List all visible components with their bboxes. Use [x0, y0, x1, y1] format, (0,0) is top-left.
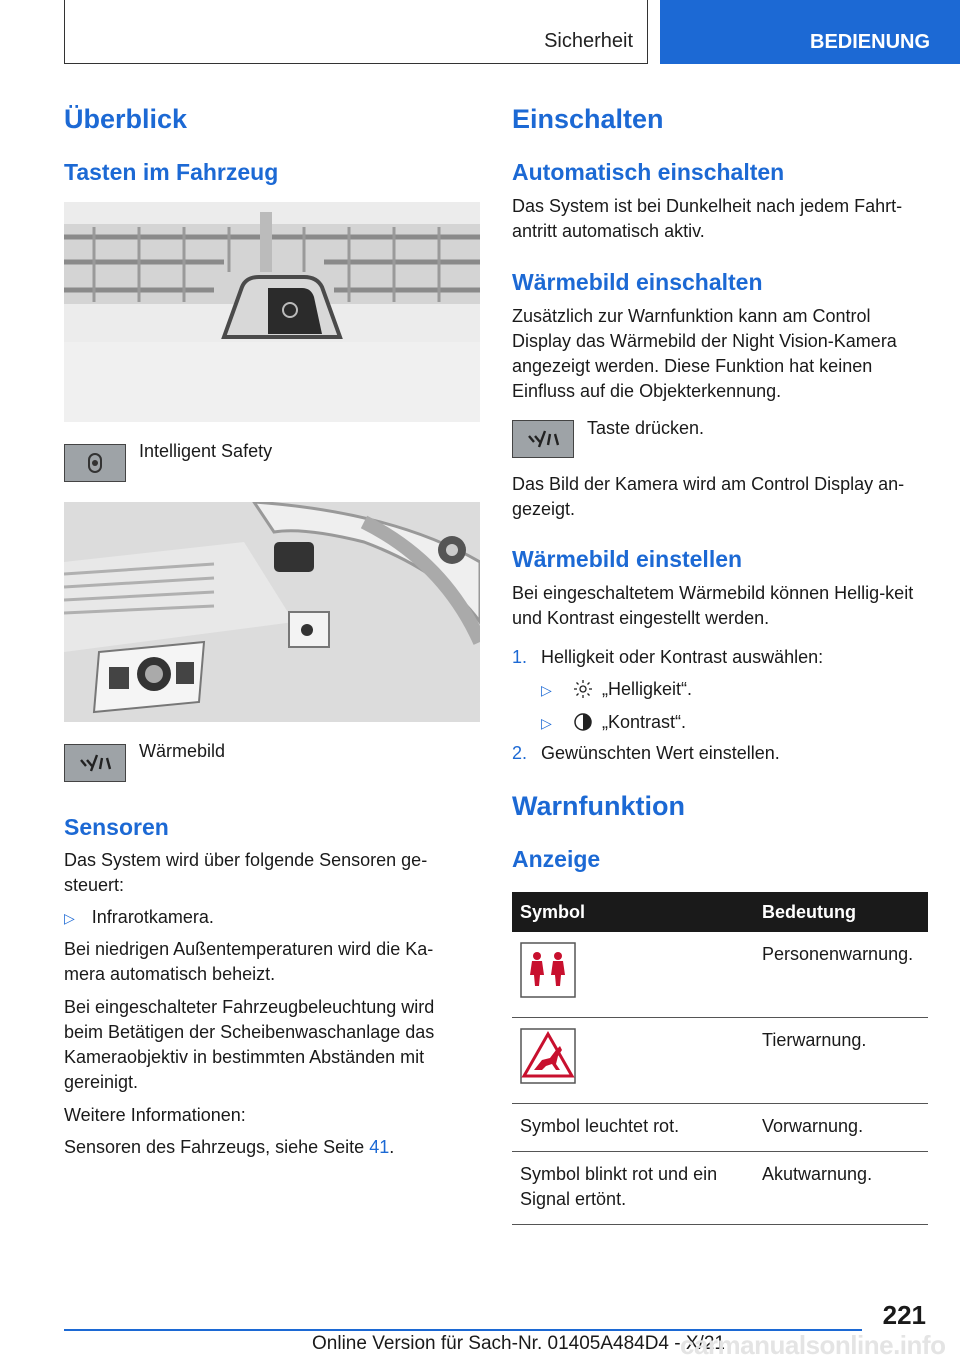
brightness-icon: [573, 679, 593, 699]
thermal-image-label: Wärmebild: [139, 741, 226, 761]
reference-text: Sensoren des Fahrzeugs, siehe Seite: [64, 1137, 370, 1157]
option-brightness-text: „Helligkeit“.: [602, 679, 693, 699]
dashboard-photo: [64, 502, 480, 722]
heading-overview: Überblick: [64, 104, 188, 134]
table-cell-meaning: Vorwarnung.: [754, 1104, 928, 1152]
paragraph-auto: Das System ist bei Dunkelheit nach jedem Fahrt‐antritt automatisch aktiv.: [512, 196, 903, 241]
sensors-intro: Das System wird über folgende Sensoren ge‐steuert:: [64, 850, 428, 895]
grille-photo: [64, 202, 480, 422]
paragraph-heating: Bei niedrigen Außentemperaturen wird die Ka‐mera automatisch beheizt.: [64, 939, 434, 984]
header-section: Sicherheit: [544, 30, 633, 52]
step-2: [512, 741, 780, 766]
table-cell-meaning: Personenwarnung.: [754, 932, 928, 1018]
press-button-text: Taste drücken.: [587, 418, 705, 438]
thermal-button-icon: [512, 420, 574, 458]
heading-thermal-on: Wärmebild einschalten: [512, 269, 763, 295]
heading-warning: Warnfunktion: [512, 791, 685, 821]
header-section-box: [64, 0, 648, 64]
header-chapter: BEDIENUNG: [810, 31, 931, 53]
grille-illustration: [64, 202, 480, 422]
heading-display: Anzeige: [512, 846, 601, 872]
header-chapter-box: [660, 0, 960, 64]
table-cell-meaning: Tierwarnung.: [754, 1018, 928, 1104]
heading-thermal-set: Wärmebild einstellen: [512, 546, 743, 572]
footer-text: Online Version für Sach-Nr. 01405A484D4 - X/21: [312, 1333, 725, 1354]
paragraph-thermal: Zusätzlich zur Warnfunktion kann am Control Display das Wärmebild der Night Vision-Kamera angezeigt werden. Diese Funktion hat keinen Einfluss auf die Objekterkennung.: [512, 306, 897, 401]
step-2-number: 2.: [512, 743, 528, 763]
paragraph-reference: [64, 1135, 394, 1160]
heading-sensors: Sensoren: [64, 814, 169, 840]
page-number: 221: [882, 1300, 926, 1330]
reference-end: .: [389, 1137, 395, 1157]
contrast-icon: [573, 712, 593, 732]
triangle-bullet-icon: ▷: [64, 910, 75, 926]
heading-auto-on: Automatisch einschalten: [512, 159, 785, 185]
thermal-image-button-icon: [64, 744, 126, 782]
sensor-item-text: Infrarotkamera.: [91, 907, 214, 927]
table-cell-meaning: Akutwarnung.: [754, 1152, 928, 1225]
table-row: [512, 932, 928, 1018]
table-cell-symbol: Symbol leuchtet rot.: [512, 1104, 754, 1152]
paragraph-camera: Das Bild der Kamera wird am Control Display an‐gezeigt.: [512, 474, 905, 519]
sensor-list-item: [64, 905, 214, 931]
step-1-number: 1.: [512, 647, 528, 667]
table-row: [512, 1152, 928, 1225]
table-row: [512, 1104, 928, 1152]
table-row: [512, 1018, 928, 1104]
table-cell-symbol: Symbol blinkt rot und ein Signal ertönt.: [512, 1152, 754, 1225]
step-1-text: Helligkeit oder Kontrast auswählen:: [541, 647, 824, 667]
option-contrast: [541, 710, 687, 736]
option-brightness: [541, 677, 693, 703]
intelligent-safety-button-icon: [64, 444, 126, 482]
step-2-text: Gewünschten Wert einstellen.: [541, 743, 780, 763]
table-header-meaning: Bedeutung: [754, 892, 928, 932]
watermark: carmanualsonline.info: [680, 1330, 946, 1360]
triangle-bullet-icon: ▷: [541, 715, 552, 731]
paragraph-set: Bei eingeschaltetem Wärmebild können Hellig‐keit und Kontrast eingestellt werden.: [512, 583, 914, 628]
table-cell-symbol: [512, 1018, 754, 1104]
table-cell-symbol: [512, 932, 754, 1018]
step-1: [512, 645, 824, 670]
table-header-symbol: Symbol: [512, 892, 754, 932]
symbol-table: [512, 892, 928, 1225]
dashboard-illustration: [64, 502, 480, 722]
table-header-row: [512, 892, 928, 932]
intelligent-safety-label: Intelligent Safety: [139, 441, 273, 461]
heading-buttons: Tasten im Fahrzeug: [64, 159, 279, 185]
page-link-41[interactable]: 41: [369, 1137, 390, 1157]
person-warning-icon: [520, 942, 576, 998]
paragraph-more-info: Weitere Informationen:: [64, 1105, 246, 1125]
paragraph-washer: Bei eingeschalteter Fahrzeugbeleuchtung wird beim Betätigen der Scheibenwaschanlage das Kameraobjektiv in bestimmten Abständen mit gereinigt.: [64, 997, 435, 1092]
animal-warning-icon: [520, 1028, 576, 1084]
option-contrast-text: „Kontrast“.: [602, 712, 687, 732]
heading-switch-on: Einschalten: [512, 104, 664, 134]
triangle-bullet-icon: ▷: [541, 682, 552, 698]
